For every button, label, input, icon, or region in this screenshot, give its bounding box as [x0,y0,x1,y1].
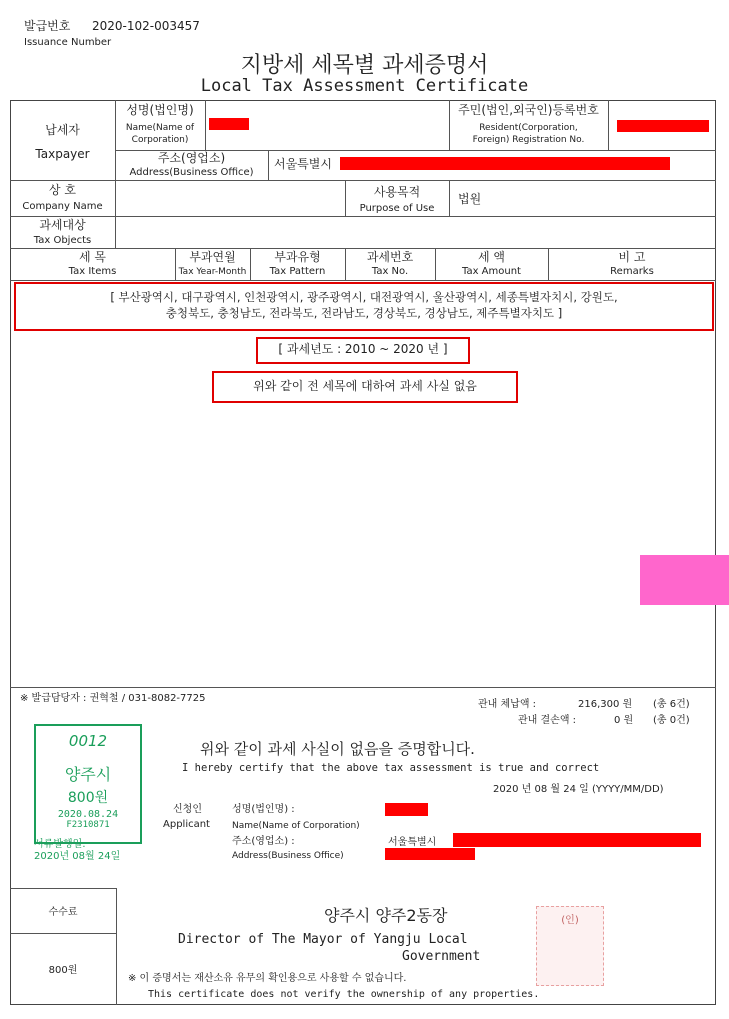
pink-tab [640,555,729,605]
issuance-number: 2020-102-003457 [92,19,200,33]
certify-en: I hereby certify that the above tax assessment is true and correct [182,762,600,774]
purpose-label-ko: 사용목적 [373,185,421,199]
col-pattern-en: Tax Pattern [269,266,326,277]
stamp-serial: 0012 [68,732,108,750]
purpose-label-en: Purpose of Use [359,203,435,214]
office-en-1: Director of The Mayor of Yangju Local [178,932,468,947]
tax-years: [ 과세년도 : 2010 ~ 2020 년 ] [278,342,448,356]
taxpayer-label-en: Taxpayer [35,147,90,161]
app-addr-redaction-2 [385,848,475,860]
office-seal [536,906,604,986]
arrears-count: (총 6건) [653,699,690,710]
regions-line-1: [ 부산광역시, 대구광역시, 인천광역시, 광주광역시, 대전광역시, 울산광역시, 세종특별자치시, 강원도, [110,290,618,304]
stamp-issued-label: 서류발행일: [34,839,86,850]
note-en: This certificate does not verify the ownership of any properties. [148,989,540,1000]
seal-mark: (인) [561,915,579,926]
deficit-value: 0 원 [614,715,634,726]
reg-label-en-2: Foreign) Registration No. [472,135,585,145]
name-label-ko: 성명(법인명) [126,103,194,117]
title-ko: 지방세 세목별 과세증명서 [240,53,489,78]
issue-date: 2020 년 08 월 24 일 (YYYY/MM/DD) [493,784,664,795]
addr-label-ko: 주소(영업소) [157,151,226,165]
stamp-amount: 800원 [67,790,109,806]
col-tax-items-en: Tax Items [68,266,117,277]
col-taxno-ko: 과세번호 [366,250,414,264]
company-label-ko: 상 호 [49,183,76,197]
no-tax-fact: 위와 같이 전 세목에 대하여 과세 사실 없음 [253,379,477,393]
reg-redaction [617,120,709,132]
deficit-count: (총 0건) [653,715,690,726]
fee-value: 800원 [48,965,78,976]
arrears-value: 216,300 원 [578,699,633,710]
purpose-value: 법원 [458,192,482,206]
col-tax-items-ko: 세 목 [79,250,106,264]
name-label-en-2: Corporation) [131,135,189,145]
company-label-en: Company Name [22,201,103,212]
stamp-city: 양주시 [64,765,112,784]
app-addr-en: Address(Business Office) [232,851,344,861]
stamp-code: F2310871 [66,820,110,830]
deficit-label: 관내 결손액 : [518,715,577,726]
issuing-officer: ※ 발급담당자 : 권혁철 / 031-8082-7725 [20,693,206,704]
applicant-ko: 신청인 [173,804,202,815]
title-en: Local Tax Assessment Certificate [200,76,529,96]
app-addr-ko: 주소(영업소) : [232,836,295,847]
app-name-en: Name(Name of Corporation) [232,821,360,831]
app-name-redaction [385,803,428,816]
note-ko: ※ 이 증명서는 재산소유 유무의 확인용으로 사용할 수 없습니다. [128,973,407,984]
app-name-ko: 성명(법인명) : [232,804,295,815]
fee-label: 수수료 [48,907,78,918]
regions-line-2: 충청북도, 충청남도, 전라북도, 전라남도, 경상북도, 경상남도, 제주특별자치도 ] [165,306,563,320]
addr-label-en: Address(Business Office) [129,167,254,178]
app-addr-redaction-1 [453,833,701,847]
office-en-2: Government [402,949,481,964]
col-remarks-en: Remarks [610,266,654,277]
applicant-en: Applicant [163,819,210,830]
app-addr-value: 서울특별시 [388,837,437,848]
reg-label-ko: 주민(법인,외국인)등록번호 [458,103,599,117]
office-ko: 양주시 양주2동장 [324,906,448,925]
issuance-label-en: Issuance Number [24,37,112,48]
stamp-issued-date: 2020년 08월 24일 [34,851,121,862]
reg-label-en-1: Resident(Corporation, [479,123,578,133]
stamp-date: 2020.08.24 [57,809,119,820]
name-redaction [209,118,249,130]
tax-objects-label-en: Tax Objects [33,235,92,246]
col-remarks-ko: 비 고 [618,250,646,264]
col-amount-ko: 세 액 [478,250,505,264]
tax-objects-label-ko: 과세대상 [39,218,86,232]
name-label-en-1: Name(Name of [125,123,195,133]
addr-value: 서울특별시 [274,157,332,171]
issuance-label-ko: 발급번호 [24,19,71,33]
revenue-stamp [34,724,142,844]
col-amount-en: Tax Amount [462,266,521,277]
col-pattern-ko: 부과유형 [274,250,321,264]
certify-ko: 위와 같이 과세 사실이 없음을 증명합니다. [200,740,475,758]
col-year-month-en: Tax Year-Month [178,267,247,277]
col-taxno-en: Tax No. [371,266,409,277]
arrears-label: 관내 체납액 : [478,699,537,710]
col-year-month-ko: 부과연월 [189,250,236,264]
taxpayer-label-ko: 납세자 [45,123,80,137]
addr-redaction [340,157,670,170]
